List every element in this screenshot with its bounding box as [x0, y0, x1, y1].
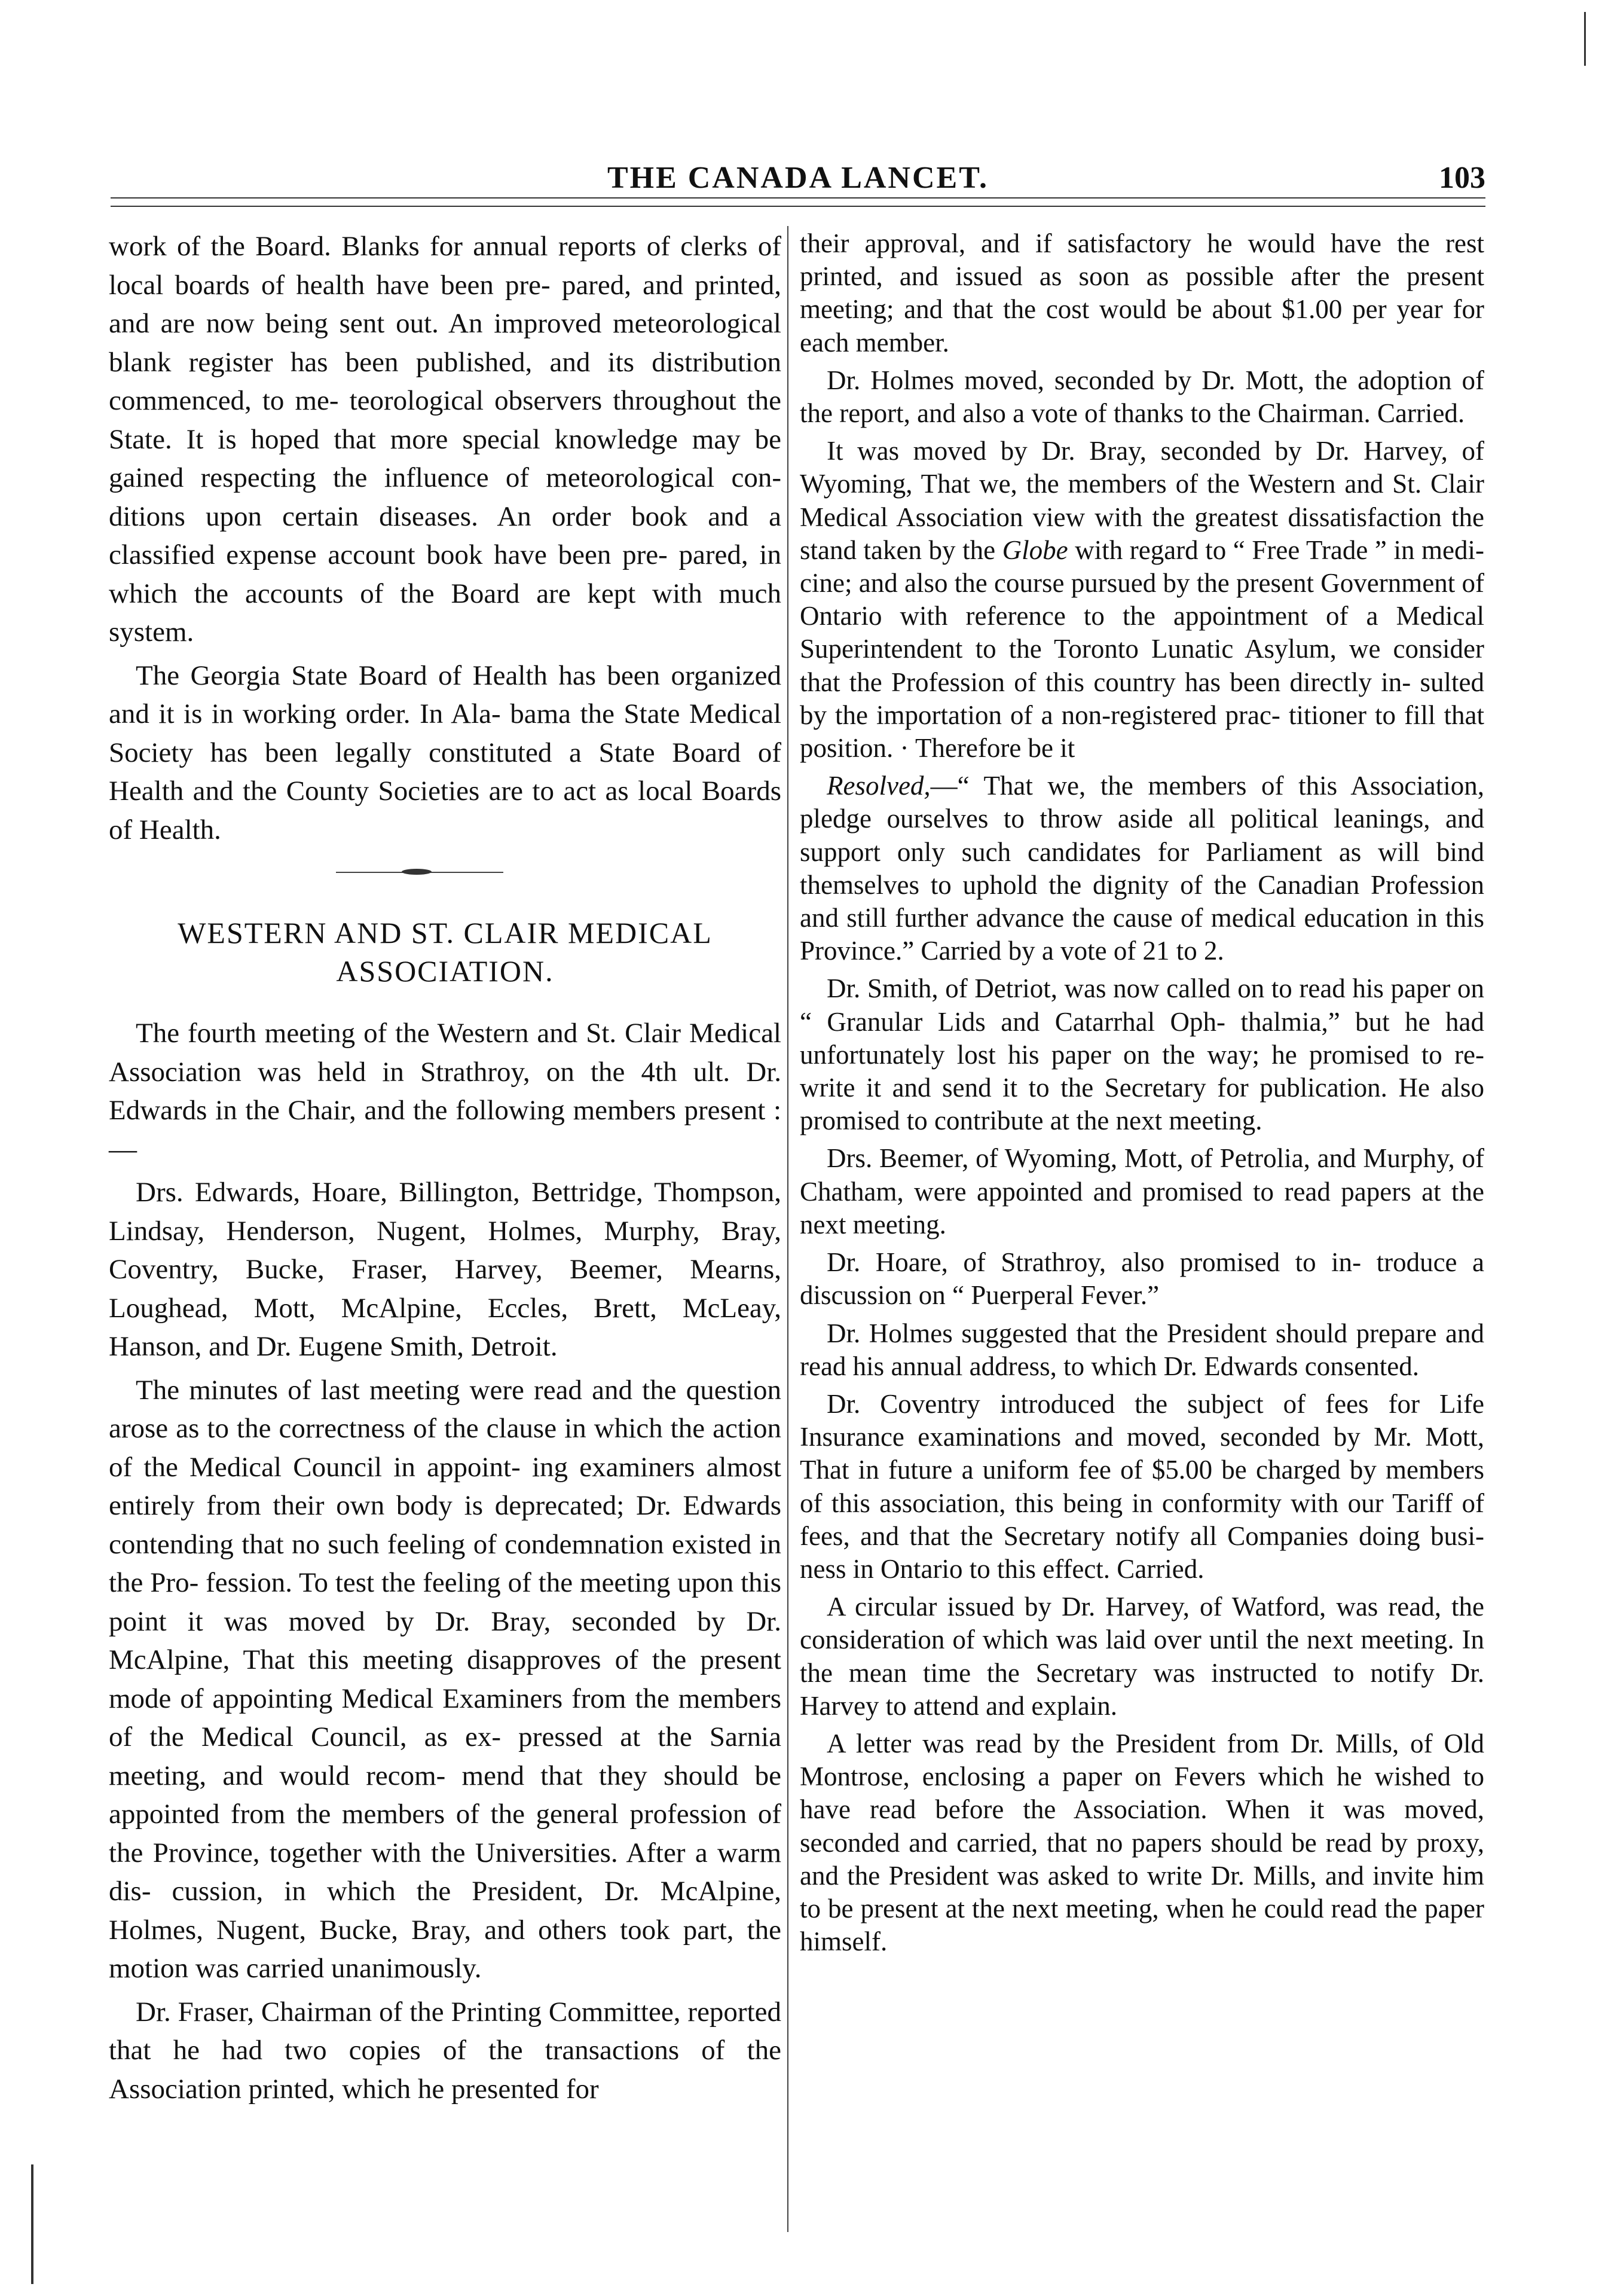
- scan-margin-mark: [31, 2164, 33, 2284]
- scan-margin-mark: [1584, 12, 1586, 66]
- paragraph: The fourth meeting of the Western and St. Clair Medical Association was held in Strathroy, on the 4th ult. Dr. Edwards in the Chair, and the following members present :—: [109, 1018, 781, 1165]
- paragraph: The minutes of last meeting were read and the question arose as to the correctness of the clause in which the action of the Medical Council in appoint- ing examiners almost entirely from their own body is deprecated; Dr. Edwards contending that no such feeling of condemnation existed in the Pro- fession. To test the feeling of the meeting upon this point it was moved by Dr. Bray, seconded by Dr. McAlpine, That this meeting disapproves of the present mode of appointing Medical Examiners from the members of the Medical Council, as ex- pressed at the Sarnia meeting, and would recom- mend that they should be appointed from the members of the general profession of the Province, together with the Universities. After a warm dis- cussion, in which the President, Dr. McAlpine, Holmes, Nugent, Bucke, Bray, and others took part, the motion was carried unanimously.: [109, 1374, 781, 1984]
- member-list: Drs. Edwards, Hoare, Billington, Bettridge, Thompson, Lindsay, Henderson, Nugent, Holmes, Murphy, Bray, Coventry, Bucke, Fraser, Harvey, Beemer, Mearns, Loughead, Mott, McAlpine, Eccles, Brett, McLeay, Hanson, and Dr. Eugene Smith, Detroit.: [109, 1177, 781, 1362]
- header-rule: [111, 197, 1485, 207]
- paragraph: work of the Board. Blanks for annual reports of clerks of local boards of health have been pre- pared, and printed, and are now being sent out. An improved meteorological blank register has been published, and its distribution commenced, to me- teorological observers throughout the State. It is hoped that more special knowledge may be gained respecting the influence of meteorological con- ditions upon certain diseases. An order book and a classified expense account book have been pre- pared, in which the accounts of the Board are kept with much system.: [109, 231, 781, 648]
- running-header: [111, 160, 1485, 202]
- paragraph: A letter was read by the President from Dr. Mills, of Old Montrose, enclosing a paper on Fevers which he wished to have read before the Association. When it was moved, seconded and carried, that no papers should be read by proxy, and the President was asked to write Dr. Mills, and invite him to be present at the next meeting, when he could read the paper himself.: [800, 1728, 1484, 1957]
- column-divider: [787, 226, 788, 2232]
- paragraph: Drs. Beemer, of Wyoming, Mott, of Petrolia, and Murphy, of Chatham, were appointed and promised to read papers at the next meeting.: [800, 1143, 1484, 1239]
- paragraph: Dr. Holmes moved, seconded by Dr. Mott, the adoption of the report, and also a vote of thanks to the Chairman. Carried.: [800, 365, 1484, 429]
- paragraph: A circular issued by Dr. Harvey, of Watford, was read, the consideration of which was laid over until the next meeting. In the mean time the Secretary was instructed to notify Dr. Harvey to attend and explain.: [800, 1592, 1484, 1721]
- text-run: It was moved by Dr. Bray, seconded by Dr. Harvey, of Wyoming, That we, the members of the Western and St. Clair Medical Association view with the greatest dissatisfaction the stand taken by the: [800, 436, 1484, 565]
- paragraph: Dr. Fraser, Chairman of the Printing Committee, reported that he had two copies of the transactions of the Association printed, which he presented for: [109, 1996, 781, 2105]
- paragraph: Dr. Holmes suggested that the President should prepare and read his annual address, to which Dr. Edwards consented.: [800, 1318, 1484, 1381]
- paragraph: [800, 770, 1484, 967]
- text-run: with regard to “ Free Trade ” in medi- cine; and also the course pursued by the present Government of Ontario with reference to the appointment of a Medical Superintendent to the Toronto Lunatic Asylum, we consider that the Profession of this country has been directly in- sulted by the importation of a non-registered prac- titioner to fill that position. · Therefore be it: [800, 535, 1484, 764]
- right-column: [800, 227, 1484, 1963]
- newspaper-name: Globe: [1002, 535, 1068, 565]
- paragraph: [800, 435, 1484, 765]
- paragraph: The Georgia State Board of Health has been organized and it is in working order. In Ala- bama the State Medical Society has been legally constituted a State Board of Health and the County Societies are to act as local Boards of Health.: [109, 660, 781, 845]
- paragraph: Dr. Hoare, of Strathroy, also promised to in- troduce a discussion on “ Puerperal Fever.”: [800, 1247, 1484, 1311]
- page-number: 103: [1439, 161, 1485, 195]
- paragraph: Dr. Smith, of Detriot, was now called on to read his paper on “ Granular Lids and Catarrhal Oph- thalmia,” but he had unfortunately lost his paper on the way; he promised to re-write it and send it to the Secretary for publication. He also promised to contribute at the next meeting.: [800, 973, 1484, 1136]
- text-run: —“ That we, the members of this Association, pledge ourselves to throw aside all political leanings, and support only such candidates for Parliament as will bind themselves to uphold the dignity of the Canadian Profession and still further advance the cause of medical education in this Province.” Carried by a vote of 21 to 2.: [800, 771, 1484, 966]
- section-separator-ornament: [109, 854, 781, 890]
- journal-title: THE CANADA LANCET.: [607, 161, 989, 195]
- resolved-label: Resolved,: [827, 771, 931, 801]
- paragraph: Dr. Coventry introduced the subject of fees for Life Insurance examinations and moved, seconded by Mr. Mott, That in future a uniform fee of $5.00 be charged by members of this association, this being in conformity with our Tariff of fees, and that the Secretary notify all Companies doing busi- ness in Ontario to this effect. Carried.: [800, 1388, 1484, 1584]
- paragraph: their approval, and if satisfactory he would have the rest printed, and issued as soon as possible after the present meeting; and that the cost would be about $1.00 per year for each member.: [800, 228, 1484, 358]
- left-column: [109, 227, 781, 2113]
- section-heading: WESTERN AND ST. CLAIR MEDICAL ASSOCIATION.: [178, 916, 713, 988]
